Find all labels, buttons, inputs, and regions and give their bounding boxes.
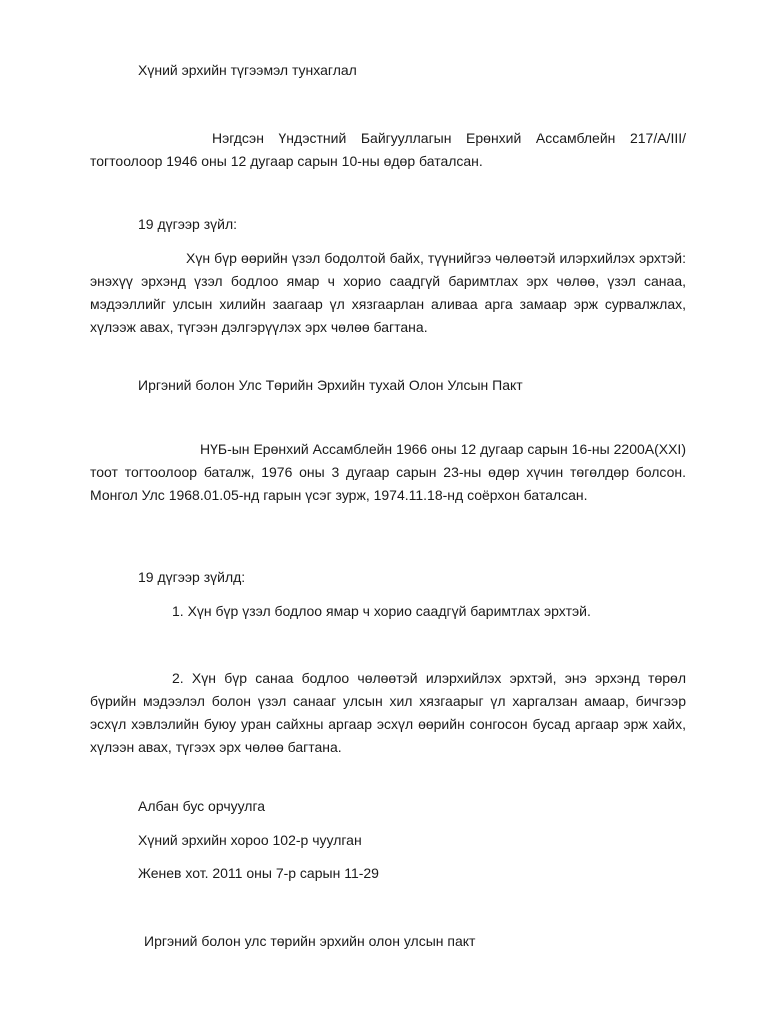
note-committee-session: Хүний эрхийн хороо 102-р чуулган: [138, 832, 362, 848]
paragraph-article-19-udhr: [90, 247, 686, 339]
heading-iccpr-lowercase: Иргэний болон улс төрийн эрхийн олон улсын пакт: [144, 933, 476, 949]
paragraph-udhr-adoption-text: Нэгдсэн Үндэстний Байгууллагын Ерөнхий Ассамблейн 217/А/III/ тогтоолоор 1946 оны 12 дугаар сарын 10-ны өдөр баталсан.: [90, 130, 686, 169]
heading-iccpr: Иргэний болон Улс Төрийн Эрхийн тухай Олон Улсын Пакт: [138, 377, 523, 393]
note-geneva-date: Женев хот. 2011 оны 7-р сарын 11-29: [138, 865, 379, 881]
paragraph-iccpr-adoption: [90, 438, 686, 507]
list-item-1: 1. Хүн бүр үзэл бодлоо ямар ч хорио саадгүй баримтлах эрхтэй.: [172, 603, 591, 619]
list-item-2: [90, 667, 686, 759]
article-19-heading: 19 дүгээр зүйл:: [138, 216, 237, 232]
list-item-2-text: 2. Хүн бүр санаа бодлоо чөлөөтэй илэрхийлэх эрхтэй, энэ эрхэнд төрөл бүрийн мэдээлэл болон үзэл санааг улсын хил хязгаарыг үл харгалзан амаар, бичгээр эсхүл хэвлэлийн буюу уран сайхны аргаар эсхүл өөрийн сонгосон бусад аргаар эрж хайх, хүлээн авах, түгээх эрх чөлөө багтана.: [90, 670, 686, 755]
article-19-iccpr-heading: 19 дүгээр зүйлд:: [138, 569, 246, 585]
heading-udhr: Хүний эрхийн түгээмэл тунхаглал: [138, 62, 357, 78]
paragraph-udhr-adoption: [90, 127, 686, 173]
paragraph-article-19-udhr-text: Хүн бүр өөрийн үзэл бодолтой байх, түүнийгээ чөлөөтэй илэрхийлэх эрхтэй: энэхүү эрхэнд үзэл бодлоо ямар ч хорио саадгүй баримтлах эрх чөлөө, үзэл санаа, мэдээллийг улсын хилийн заагаар үл хязгаарлан аливаа арга замаар эрж сурвалжлах, хүлээж авах, түгээн дэлгэрүүлэх эрх чөлөө багтана.: [90, 250, 686, 335]
note-unofficial-translation: Албан бус орчуулга: [138, 798, 266, 814]
paragraph-iccpr-adoption-text: НҮБ-ын Ерөнхий Ассамблейн 1966 оны 12 дугаар сарын 16-ны 2200А(XXI) тоот тогтоолоор баталж, 1976 оны 3 дугаар сарын 23-ны өдөр хүчин төгөлдөр болсон. Монгол Улс 1968.01.05-нд гарын үсэг зурж, 1974.11.18-нд соёрхон баталсан.: [90, 441, 686, 503]
